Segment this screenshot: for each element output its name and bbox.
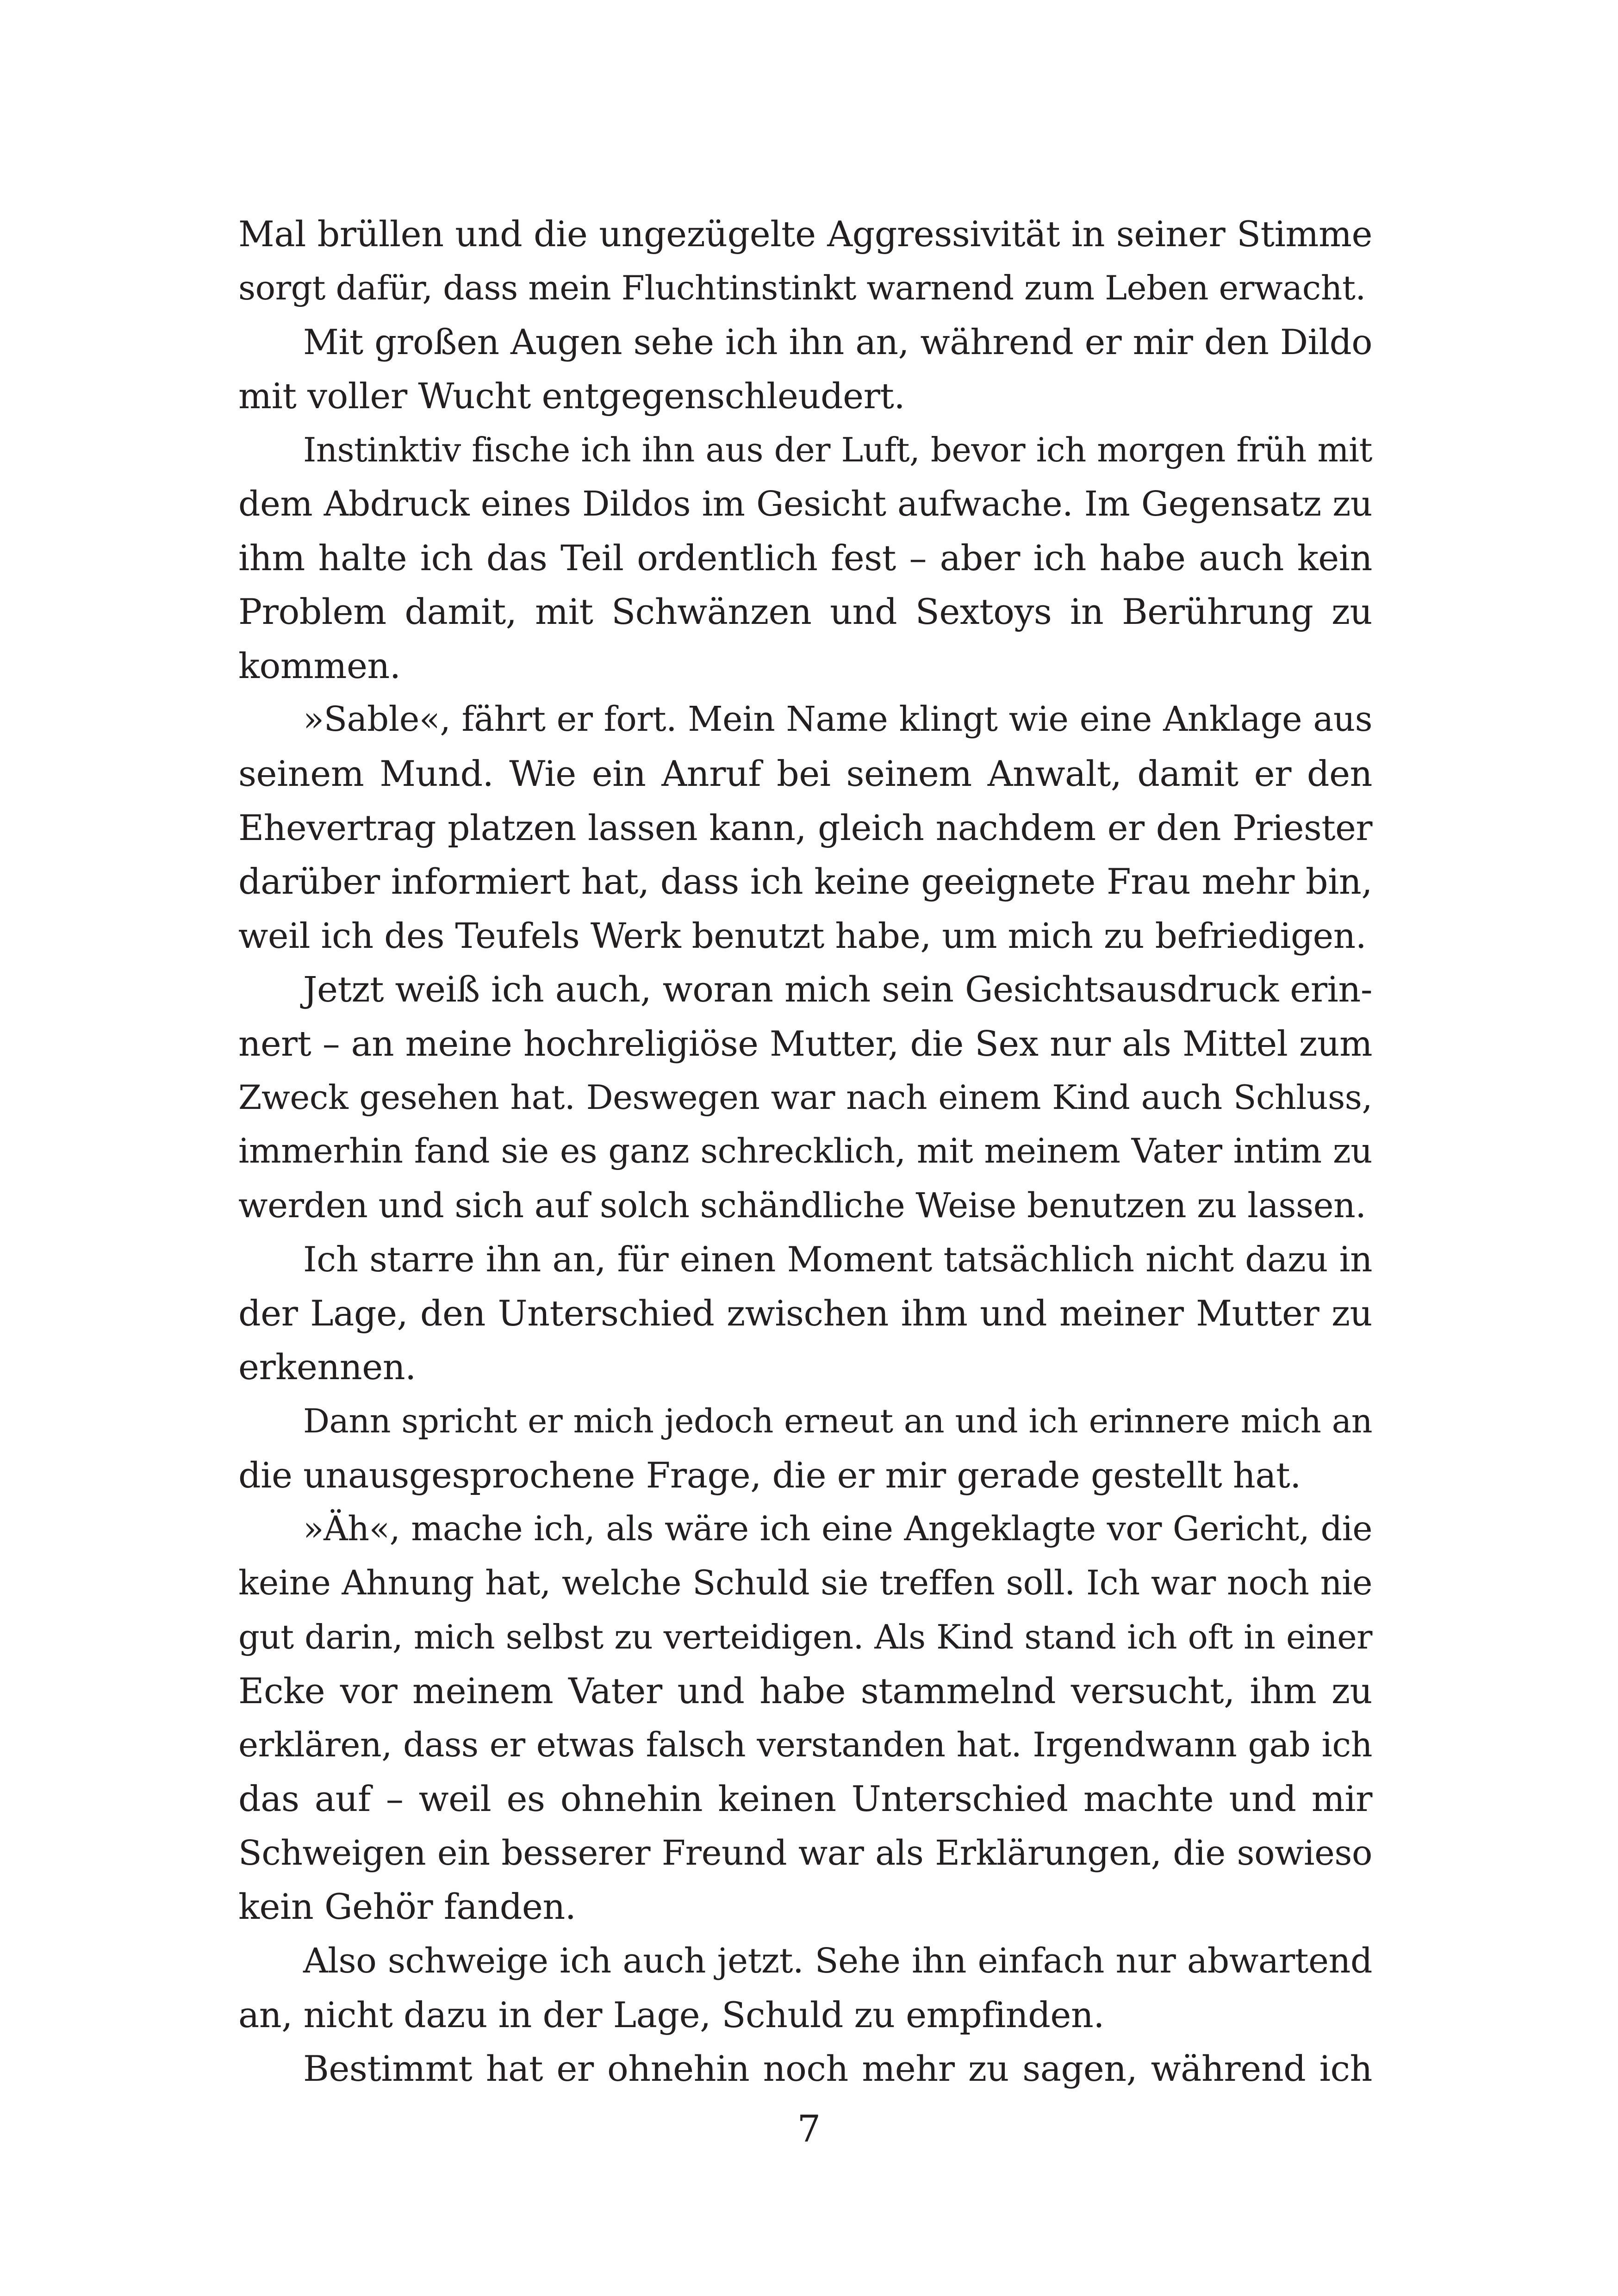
text-line: immerhin fand sie es ganz schrecklich, mit meinem Vater intim zu — [238, 1132, 1372, 1171]
text-line: Jetzt weiß ich auch, woran mich sein Gesichtsausdruck erin- — [303, 969, 1372, 1010]
text-line: ihm halte ich das Teil ordentlich fest – aber ich habe auch kein — [238, 537, 1372, 579]
text-line: der Lage, den Unterschied zwischen ihm und meiner Mutter zu — [238, 1292, 1372, 1334]
text-line: gut darin, mich selbst zu verteidigen. Als Kind stand ich oft in einer — [238, 1618, 1372, 1657]
text-line: nert – an meine hochreligiöse Mutter, die Sex nur als Mittel zum — [238, 1023, 1372, 1064]
text-line: darüber informiert hat, dass ich keine geeignete Frau mehr bin, — [238, 861, 1372, 902]
text-line: Zweck gesehen hat. Deswegen war nach einem Kind auch Schluss, — [238, 1078, 1372, 1117]
text-line: kommen. — [238, 645, 401, 686]
text-line: weil ich des Teufels Werk benutzt habe, um mich zu befriedigen. — [238, 915, 1367, 956]
text-line: Mal brüllen und die ungezügelte Aggressivität in seiner Stimme — [238, 213, 1372, 255]
text-line: Dann spricht er mich jedoch erneut an und ich erinnere mich an — [303, 1402, 1372, 1441]
page-number: 7 — [797, 2107, 821, 2150]
text-line: Problem damit, mit Schwänzen und Sextoys in Berührung zu — [238, 591, 1372, 633]
text-line: Mit großen Augen sehe ich ihn an, während er mir den Dildo — [303, 322, 1372, 363]
text-line: Instinktiv fische ich ihn aus der Luft, bevor ich morgen früh mit — [303, 430, 1372, 470]
text-line: mit voller Wucht entgegenschleudert. — [238, 375, 905, 417]
text-line: an, nicht dazu in der Lage, Schuld zu empfinden. — [238, 1994, 1104, 2035]
text-line: Bestimmt hat er ohnehin noch mehr zu sagen, während ich — [303, 2048, 1372, 2090]
text-line: erklären, dass er etwas falsch verstanden hat. Irgendwann gab ich — [238, 1725, 1372, 1765]
text-line: »Sable«, fährt er fort. Mein Name klingt wie eine Anklage aus — [303, 700, 1372, 740]
body-text — [238, 207, 1372, 2096]
text-line: Ecke vor meinem Vater und habe stammelnd versucht, ihm zu — [238, 1670, 1372, 1712]
text-line: Ehevertrag platzen lassen kann, gleich nachdem er den Priester — [238, 807, 1372, 848]
text-line: dem Abdruck eines Dildos im Gesicht aufwache. Im Gegensatz zu — [238, 484, 1372, 524]
text-line: kein Gehör fanden. — [238, 1886, 576, 1928]
text-line: Schweigen ein besserer Freund war als Erklärungen, die sowieso — [238, 1833, 1372, 1873]
text-line: Ich starre ihn an, für einen Moment tatsächlich nicht dazu in — [303, 1239, 1372, 1280]
text-line: keine Ahnung hat, welche Schuld sie treffen soll. Ich war noch nie — [238, 1563, 1372, 1603]
text-line: Also schweige ich auch jetzt. Sehe ihn einfach nur abwartend — [303, 1941, 1372, 1981]
text-line: das auf – weil es ohnehin keinen Unterschied machte und mir — [238, 1778, 1372, 1820]
text-line: seinem Mund. Wie ein Anruf bei seinem Anwalt, damit er den — [238, 753, 1372, 794]
text-line: »Äh«, mache ich, als wäre ich eine Angeklagte vor Gericht, die — [303, 1509, 1372, 1549]
text-line: die unausgesprochene Frage, die er mir gerade gestellt hat. — [238, 1454, 1301, 1496]
text-line: sorgt dafür, dass mein Fluchtinstinkt warnend zum Leben erwacht. — [238, 268, 1366, 308]
text-line: werden und sich auf solch schändliche Weise benutzen zu lassen. — [238, 1185, 1366, 1226]
text-line: erkennen. — [238, 1346, 416, 1388]
